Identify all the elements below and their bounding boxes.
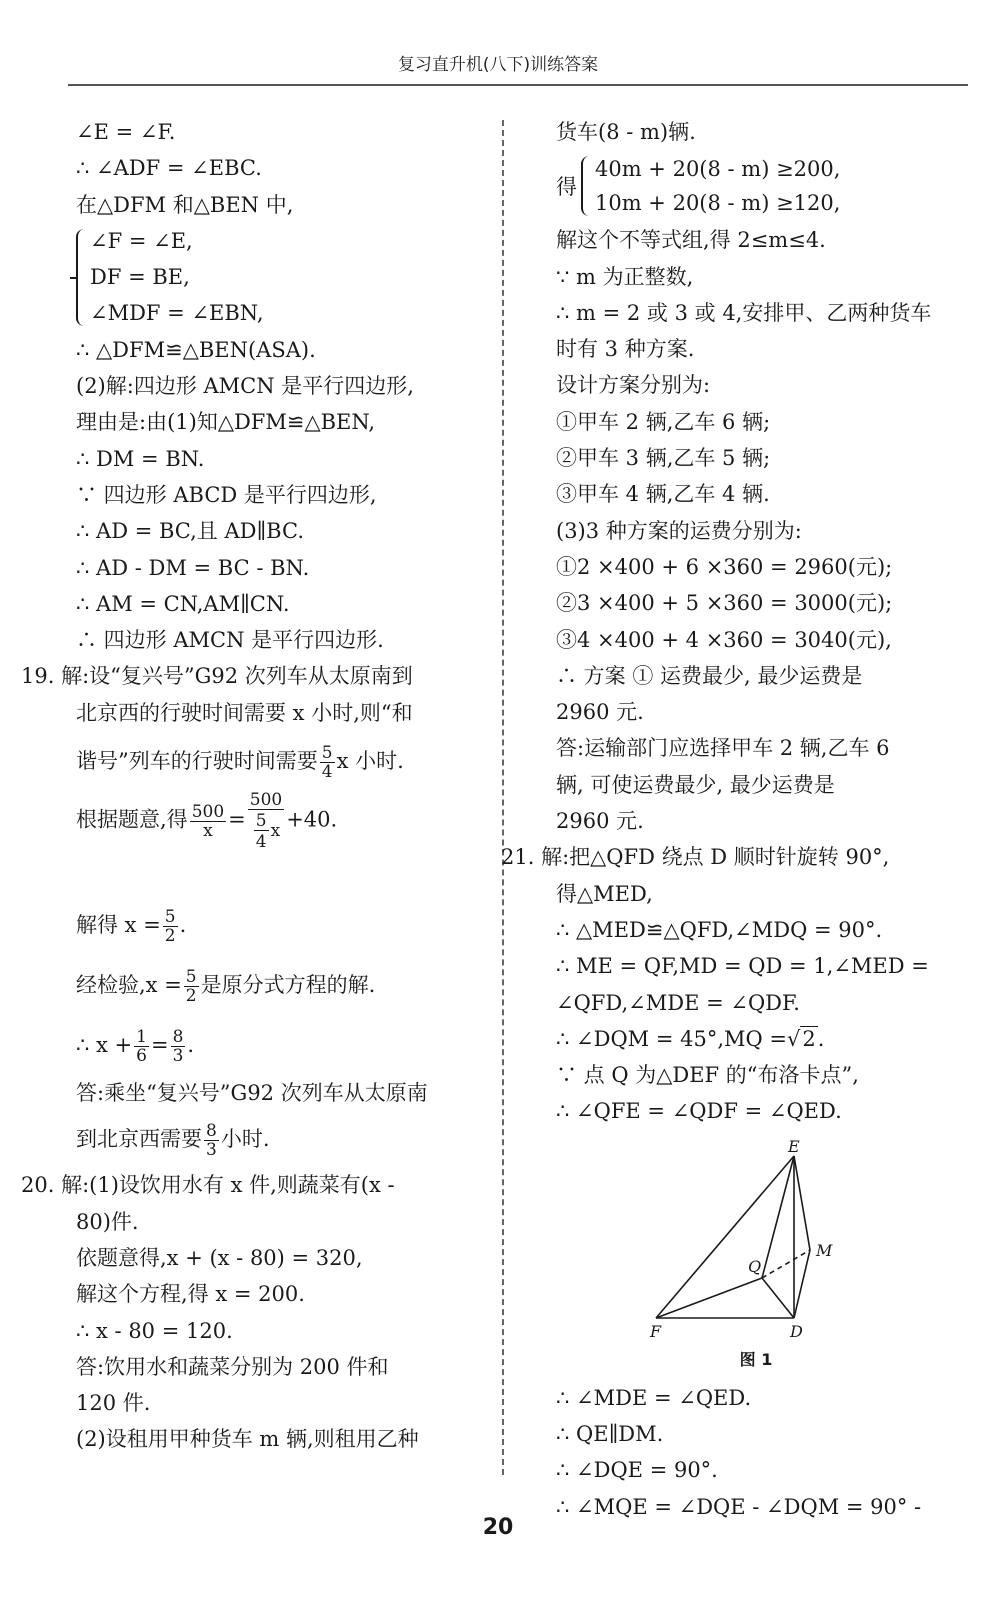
fraction-denominator: 3 [206,1140,217,1161]
text-line: 时有 3 种方案. [556,337,695,362]
text-fragment: +40. [286,807,338,832]
text-line: ∠F = ∠E, [90,228,193,253]
text-line: ∴ ∠MDE = ∠QED. [556,1385,752,1410]
fraction [163,908,178,945]
header-rule [68,84,968,86]
formula-line [76,895,478,955]
fraction-numerator: 500 [191,801,225,822]
text-line: 10m + 20(8 - m) ≥120, [595,191,841,216]
text-fragment: 解得 x = [76,913,161,938]
fraction-denominator: x [203,820,213,841]
text-line: ∴ △DFM≌△BEN(ASA). [76,337,316,362]
fraction [320,744,335,781]
equals-sign: = [228,807,246,832]
problem-21-line: 21. 解:把△QFD 绕点 D 顺时针旋转 90°, [501,845,890,870]
radicand: 2 [802,1026,816,1051]
square-root: √2 [787,1026,816,1051]
text-line: (2)设租用甲种货车 m 辆,则租用乙种 [76,1427,419,1452]
text-fragment: 得 [556,175,577,200]
text-line: ∠QFD,∠MDE = ∠QDF. [556,990,800,1015]
text-line: 40m + 20(8 - m) ≥200, [595,157,841,182]
text-line: ∠MDF = ∠EBN, [90,301,264,326]
text-fragment: 谐号”列车的行驶时间需要 [76,749,318,774]
nested-fraction [248,791,284,851]
text-line: ∴ x - 80 = 120. [76,1318,233,1343]
fraction [184,968,199,1005]
text-line: ∴ DM = BN. [76,446,205,471]
fraction-denominator [248,810,284,851]
left-brace [581,156,591,216]
segment-MD [794,1250,810,1318]
text-line: ∴ ∠ADF = ∠EBC. [76,156,262,181]
fraction-numerator: 5 [164,907,176,928]
fraction-numerator: 500 [249,790,283,811]
text-line: 答:乘坐“复兴号”G92 次列车从太原南 [76,1081,428,1106]
text-line: ∴ 方案 ① 运费最少, 最少运费是 [556,663,863,688]
equals-sign: = [150,1033,169,1058]
text-fragment: ∴ x + [76,1033,133,1058]
column-divider [502,120,504,1475]
segment-FQ [656,1278,762,1318]
variable: x [270,821,281,842]
problem-20-line: 20. 解:(1)设饮用水有 x 件,则蔬菜有(x - [21,1173,395,1198]
text-line: ∴ ME = QF,MD = QD = 1,∠MED = [556,954,929,979]
text-line: ③甲车 4 辆,乙车 4 辆. [556,482,770,507]
formula-line [556,1021,968,1057]
text-line: (3)3 种方案的运费分别为: [556,518,802,543]
text-line: ②3 ×400 + 5 ×360 = 3000(元); [556,591,893,616]
text-line: ∴ ∠MQE = ∠DQE - ∠DQM = 90° - [556,1494,922,1519]
segment-QD [762,1278,794,1318]
text-line: 得△MED, [556,881,653,906]
text-line: 答:饮用水和蔬菜分别为 200 件和 [76,1354,389,1379]
text-line: ③4 ×400 + 4 ×360 = 3040(元), [556,627,892,652]
triangle-diagram [556,1138,968,1340]
congruence-conditions [76,223,478,332]
text-fragment: . [187,1033,195,1058]
text-line: ∴ ∠QFE = ∠QDF = ∠QED. [556,1099,842,1124]
text-line: 依题意得,x + (x - 80) = 320, [76,1245,363,1270]
left-brace [76,229,86,326]
inequality-system [556,150,968,222]
text-line: 设计方案分别为: [556,373,711,398]
fraction-denominator: 2 [185,986,197,1007]
fraction-numerator: 8 [206,1121,217,1142]
fraction-numerator: 5 [185,967,197,988]
text-line: 理由是:由(1)知△DFM≌△BEN, [76,410,376,435]
fraction [134,1028,149,1065]
fraction-numerator: 5 [321,743,333,764]
text-line: ∴ m = 2 或 3 或 4,安排甲、乙两种货车 [556,300,932,325]
fraction [171,1028,186,1065]
text-line: ∴ QE∥DM. [556,1422,664,1447]
segment-EM [794,1156,810,1250]
text-line: 2960 元. [556,700,644,725]
text-line: ∴ △MED≌△QFD,∠MDQ = 90°. [556,917,883,942]
text-line: 在△DFM 和△BEN 中, [76,192,294,217]
geometry-figure [556,1138,968,1340]
fraction-denominator: 2 [164,926,176,947]
formula-line [76,1111,478,1167]
text-line: 货车(8 - m)辆. [556,120,696,144]
fraction [190,803,226,840]
text-line: 80)件. [76,1209,139,1234]
page-number: 20 [482,1515,514,1540]
text-line: ∴ 四边形 AMCN 是平行四边形. [76,628,384,653]
formula-line [76,731,478,791]
text-line: ∴ ∠DQE = 90°. [556,1458,718,1483]
label-D: D [790,1321,803,1340]
text-line: 答:运输部门应选择甲车 2 辆,乙车 6 [556,736,890,761]
text-line: 辆, 可使运费最少, 最少运费是 [556,772,835,797]
text-line: ①甲车 2 辆,乙车 6 辆; [556,409,771,434]
text-line: DF = BE, [90,265,190,290]
label-Q: Q [748,1256,762,1276]
fraction-numerator: 5 [255,811,267,832]
page-header: 复习直升机(八下)训练答案 [397,55,599,75]
fraction-numerator: 1 [136,1027,147,1048]
text-fragment: 经检验,x = [76,973,182,998]
fraction-denominator: 6 [136,1046,147,1067]
text-fragment: 到北京西需要 [76,1127,202,1152]
fraction-denominator: 4 [255,832,267,853]
formula-line [76,955,478,1015]
label-M: M [816,1240,833,1260]
fraction [254,812,269,851]
left-column [21,114,478,1458]
fraction-numerator: 8 [172,1027,184,1048]
text-line: ①2 ×400 + 6 ×360 = 2960(元); [556,554,893,579]
text-line: ②甲车 3 辆,乙车 5 辆; [556,446,771,471]
text-line: ∠E = ∠F. [76,120,176,144]
text-line: ∵ m 为正整数, [556,264,694,289]
text-line: ∵ 点 Q 为△DEF 的“布洛卡点”, [556,1063,859,1088]
fraction [204,1122,219,1159]
text-line: ∴ AD - DM = BC - BN. [76,555,310,580]
formula-line [76,1015,478,1075]
fraction-denominator: 4 [321,762,333,783]
text-line: 北京西的行驶时间需要 x 小时,则“和 [76,700,413,725]
right-column [501,114,968,1525]
text-line: 解这个不等式组,得 2≤m≤4. [556,228,826,253]
label-F: F [650,1321,662,1340]
formula-line [76,791,478,895]
text-fragment: 小时. [220,1127,270,1152]
figure-caption: 图 1 [739,1349,773,1369]
text-fragment: 是原分式方程的解. [200,973,376,998]
text-fragment: . [179,913,187,938]
fraction-denominator: 3 [172,1046,184,1067]
text-line: 2960 元. [556,809,644,834]
text-fragment: . [817,1026,825,1051]
text-fragment: 根据题意,得 [76,807,188,832]
text-line: (2)解:四边形 AMCN 是平行四边形, [76,374,414,399]
text-line: 解这个方程,得 x = 200. [76,1282,305,1307]
text-line: ∴ AD = BC,且 AD∥BC. [76,519,304,544]
segment-QM-dashed [762,1250,810,1278]
problem-19-line: 19. 解:设“复兴号”G92 次列车从太原南到 [21,664,413,689]
text-line: 120 件. [76,1391,151,1416]
text-fragment: x 小时. [336,749,404,774]
label-E: E [788,1137,800,1156]
inequality-lines [581,152,840,220]
text-line: ∵ 四边形 ABCD 是平行四边形, [76,482,377,507]
text-fragment: ∴ ∠DQM = 45°,MQ = [556,1026,788,1051]
text-line: ∴ AM = CN,AM∥CN. [76,591,290,616]
